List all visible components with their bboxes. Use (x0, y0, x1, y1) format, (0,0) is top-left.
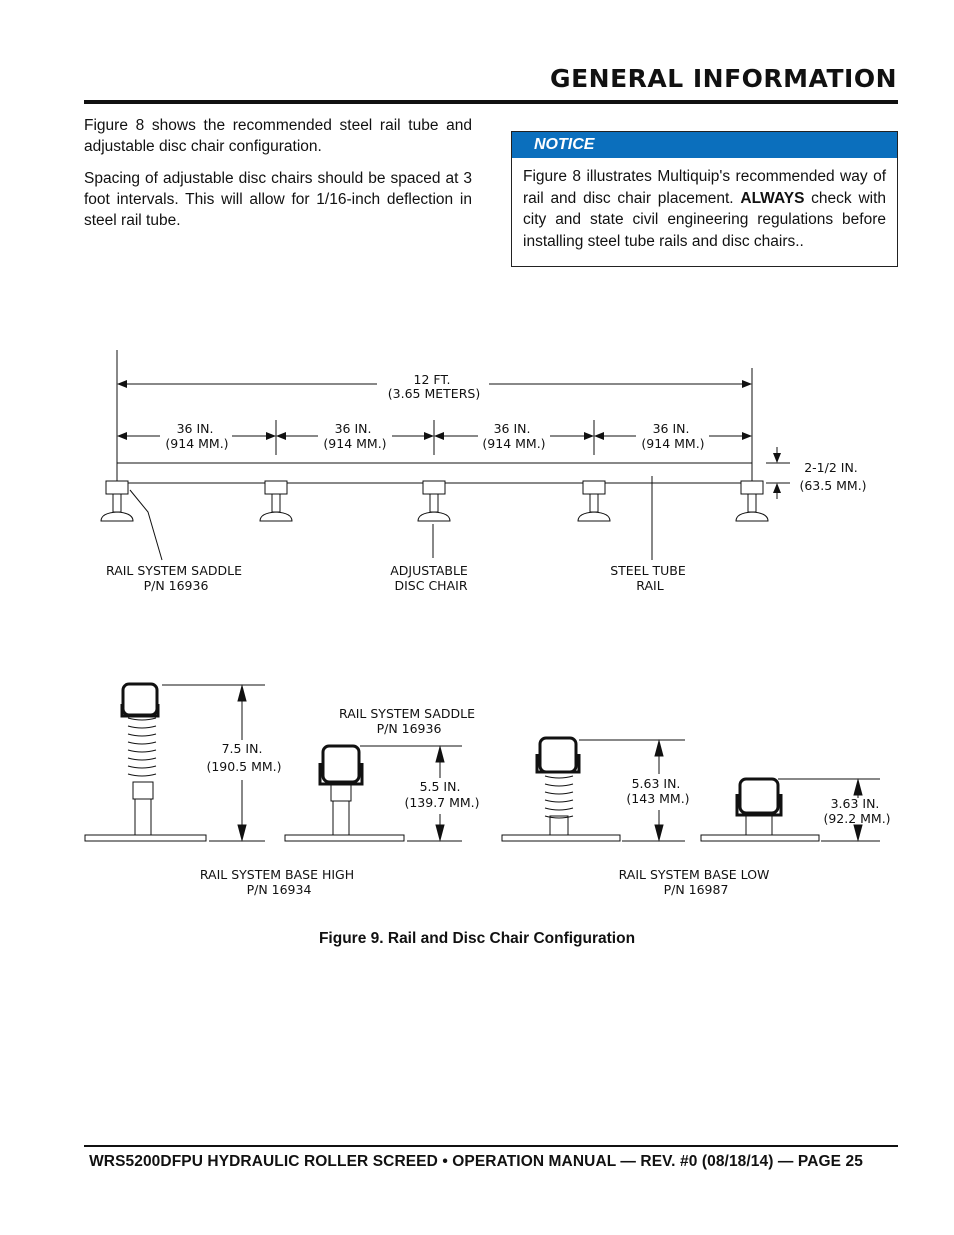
rail-line-2: RAIL (636, 578, 664, 593)
base-high-tall (85, 684, 206, 841)
base-low-tall-height (626, 776, 689, 806)
base-low-tall (502, 738, 620, 841)
segment-2-line-2: (914 MM.) (323, 436, 387, 451)
base-high-short-height (404, 779, 479, 810)
base-low-short (701, 779, 819, 841)
length-line-1: 12 FT. (413, 372, 451, 387)
rail-line-1: STEEL TUBE (610, 563, 686, 578)
base-high-tall-height-line-1: 7.5 IN. (221, 741, 263, 756)
saddle-label (106, 563, 246, 593)
notice-text-before: Figure 8 illustrates Multiquip's recommended way of rail and disc chair placement. (523, 168, 886, 207)
segment-label-3 (482, 421, 545, 451)
base-low-short-height (823, 796, 890, 826)
rail-height-label (799, 460, 866, 493)
disc-chair-4 (578, 481, 610, 521)
segment-2-line-1: 36 IN. (334, 421, 372, 436)
rail-height-line-1: 2-1/2 IN. (804, 460, 858, 475)
length-line-2: (3.65 METERS) (387, 386, 481, 401)
base-low-short-height-line-2: (92.2 MM.) (823, 811, 891, 826)
segment-1-line-2: (914 MM.) (165, 436, 229, 451)
intro-paragraph-1: Figure 8 shows the recommended steel rail tube and adjustable disc chair configuration. (84, 117, 472, 155)
disc-chair-2 (260, 481, 292, 521)
saddle-line-2: P/N 16936 (143, 578, 209, 593)
base-high-label (200, 867, 358, 897)
base-high-tall-height-line-2: (190.5 MM.) (206, 759, 282, 774)
notice-heading: NOTICE (512, 132, 897, 158)
footer-rule (84, 1145, 898, 1147)
saddle-line-1: RAIL SYSTEM SADDLE (106, 563, 242, 578)
segment-4-line-1: 36 IN. (652, 421, 690, 436)
base-high-saddle-label (339, 706, 479, 736)
base-high-short-height-line-1: 5.5 IN. (419, 779, 461, 794)
notice-emphasis: ALWAYS (740, 189, 805, 207)
base-high-label-line-2: P/N 16934 (246, 882, 312, 897)
base-high-saddle-line-1: RAIL SYSTEM SADDLE (339, 706, 475, 721)
figure-caption: Figure 9. Rail and Disc Chair Configuration (318, 930, 636, 947)
segment-label-4 (641, 421, 704, 451)
notice-text-after: check with city and state civil engineering regulations before installing steel tube rails and disc chairs.. (523, 189, 887, 250)
base-low-label (619, 867, 774, 897)
segment-1-line-1: 36 IN. (176, 421, 214, 436)
disc-chair-5 (736, 481, 768, 521)
chair-line-2: DISC CHAIR (394, 578, 468, 593)
intro-paragraph-2: Spacing of adjustable disc chairs should be spaced at 3 foot intervals. This will allow for 1/16-inch deflection in steel rail tube. (84, 170, 472, 229)
base-high-tall-height (206, 741, 281, 774)
disc-chair-3 (418, 481, 450, 521)
rail-height-line-2: (63.5 MM.) (799, 478, 867, 493)
disc-chair-1 (101, 481, 133, 521)
base-high-short (285, 746, 404, 841)
page-footer: WRS5200DFPU HYDRAULIC ROLLER SCREED • OPERATION MANUAL — REV. #0 (08/18/14) — PAGE 25 (89, 1153, 863, 1170)
segment-label-2 (323, 421, 386, 451)
chair-line-1: ADJUSTABLE (390, 563, 468, 578)
segment-3-line-1: 36 IN. (493, 421, 531, 436)
page-title: GENERAL INFORMATION (550, 64, 897, 93)
base-low-tall-height-line-1: 5.63 IN. (631, 776, 681, 791)
rail-label (610, 563, 690, 593)
base-low-label-line-1: RAIL SYSTEM BASE LOW (618, 867, 770, 882)
base-low-short-height-line-1: 3.63 IN. (830, 796, 880, 811)
length-label (388, 372, 480, 401)
base-high-label-line-1: RAIL SYSTEM BASE HIGH (199, 867, 355, 882)
segment-3-line-2: (914 MM.) (482, 436, 546, 451)
segment-4-line-2: (914 MM.) (641, 436, 705, 451)
chair-label (390, 563, 472, 593)
segment-label-1 (165, 421, 228, 451)
base-low-tall-height-line-2: (143 MM.) (626, 791, 690, 806)
base-high-saddle-line-2: P/N 16936 (376, 721, 442, 736)
base-high-short-height-line-2: (139.7 MM.) (404, 795, 480, 810)
base-low-label-line-2: P/N 16987 (663, 882, 729, 897)
